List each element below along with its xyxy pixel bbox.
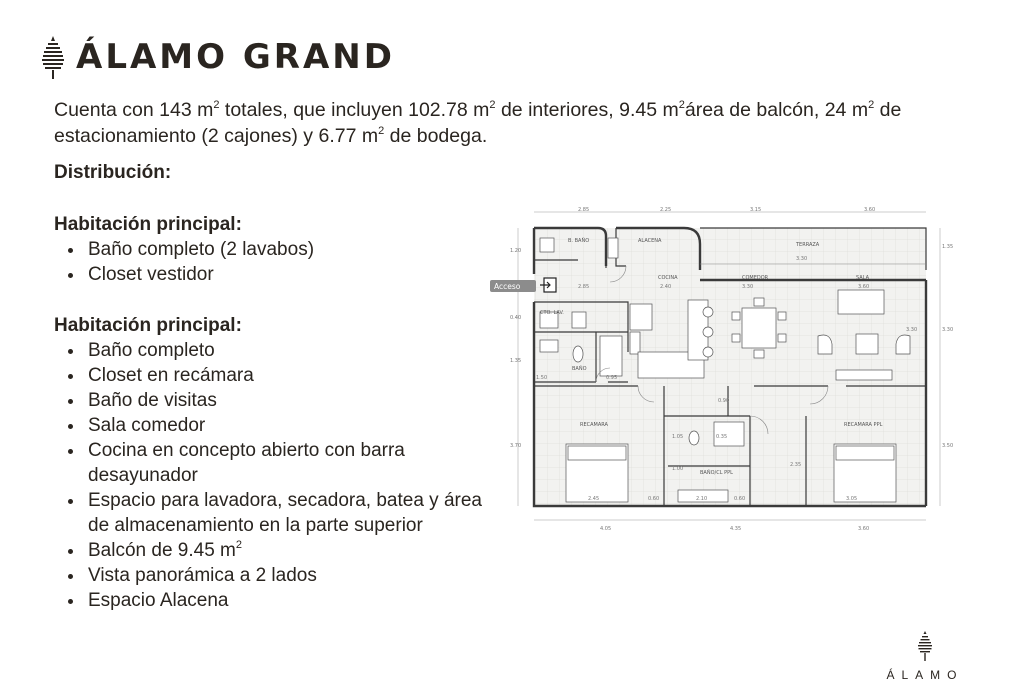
list-item: Cocina en concepto abierto con barra desayunador	[88, 438, 504, 488]
feature-list	[54, 338, 504, 613]
tree-icon	[40, 34, 66, 80]
dim-label: 3.30	[742, 284, 754, 290]
dim-label: 0.35	[716, 434, 728, 440]
room-label: RECAMARA PPL	[844, 422, 883, 428]
intro-paragraph: Cuenta con 143 $m^2$ totales, que incluyen 102.78 $m^2$ de interiores, 9.45 $m^2área$ de balcón, 24 $m^2$ de estacionamiento (2 cajones) y 6.77 $m^2$ de bodega.	[54, 99, 902, 147]
dim-label: 4.05	[600, 526, 612, 532]
dim-label: 0.60	[734, 496, 746, 502]
dim-label: 1.05	[672, 434, 684, 440]
dim-label: 1.20	[510, 248, 522, 254]
dim-label: 2.85	[578, 207, 590, 213]
dim-label: 2.85	[578, 284, 590, 290]
tree-icon	[916, 630, 934, 662]
dim-label: 3.30	[942, 327, 954, 333]
room-principal-2	[54, 314, 504, 613]
brand-title: ÁLAMO GRAND	[76, 37, 395, 77]
list-item: Sala comedor	[88, 413, 504, 438]
footer-logo	[860, 630, 990, 682]
room-title: Habitación principal:	[54, 214, 242, 235]
room-label: SALA	[856, 275, 870, 281]
dim-label: 2.25	[660, 207, 672, 213]
brand-logo	[40, 34, 395, 80]
dim-label: 1.00	[672, 466, 684, 472]
dim-label: 0.60	[648, 496, 660, 502]
dim-label: 3.30	[906, 327, 918, 333]
list-item: Closet vestidor	[88, 262, 504, 287]
dim-label: 1.35	[510, 358, 522, 364]
dim-label: 2.45	[588, 496, 600, 502]
list-item: Closet en recámara	[88, 363, 504, 388]
dim-label: 3.60	[864, 207, 876, 213]
list-item: Espacio Alacena	[88, 588, 504, 613]
room-label: COCINA	[658, 275, 678, 281]
room-label: ALACENA	[638, 238, 662, 244]
distribution-heading: Distribución:	[54, 162, 172, 183]
dim-label: 4.35	[730, 526, 742, 532]
list-item: Baño de visitas	[88, 388, 504, 413]
dim-label: 3.15	[750, 207, 762, 213]
room-label: RECAMARA	[580, 422, 608, 428]
room-principal-1	[54, 213, 504, 287]
feature-list	[54, 237, 504, 287]
dim-label: 0.95	[606, 375, 618, 381]
dim-label: 3.50	[942, 443, 954, 449]
dim-label: 3.70	[510, 443, 522, 449]
list-item: Vista panorámica a 2 lados	[88, 563, 504, 588]
dim-label: 2.10	[696, 496, 708, 502]
dim-label: 0.40	[510, 315, 522, 321]
dim-label: 3.05	[846, 496, 858, 502]
dim-label: 3.60	[858, 284, 870, 290]
dim-label: 3.60	[858, 526, 870, 532]
dim-label: 2.40	[660, 284, 672, 290]
list-item: Baño completo (2 lavabos)	[88, 237, 504, 262]
room-label: CTO. LAV.	[540, 310, 564, 316]
dim-label: 0.90	[718, 398, 730, 404]
room-label: BAÑO/CL PPL	[700, 470, 733, 476]
list-item: Espacio para lavadora, secadora, batea y área de almacenamiento en la parte superior	[88, 488, 504, 538]
access-label: Acceso	[494, 282, 521, 291]
dim-label: 1.50	[536, 375, 548, 381]
list-item: Balcón de 9.45 $m^2$	[88, 538, 504, 563]
list-item: Baño completo	[88, 338, 504, 363]
room-label: BAÑO	[572, 366, 587, 372]
room-title: Habitación principal:	[54, 315, 242, 336]
room-label: B. BAÑO	[568, 238, 590, 244]
dim-label: 1.35	[942, 244, 954, 250]
room-label: COMEDOR	[742, 275, 769, 281]
dim-label: 2.35	[790, 462, 802, 468]
footer-brand: ÁLAMO	[886, 668, 964, 682]
dim-label: 3.30	[796, 256, 808, 262]
room-label: TERRAZA	[796, 242, 820, 248]
floor-plan	[488, 204, 954, 536]
